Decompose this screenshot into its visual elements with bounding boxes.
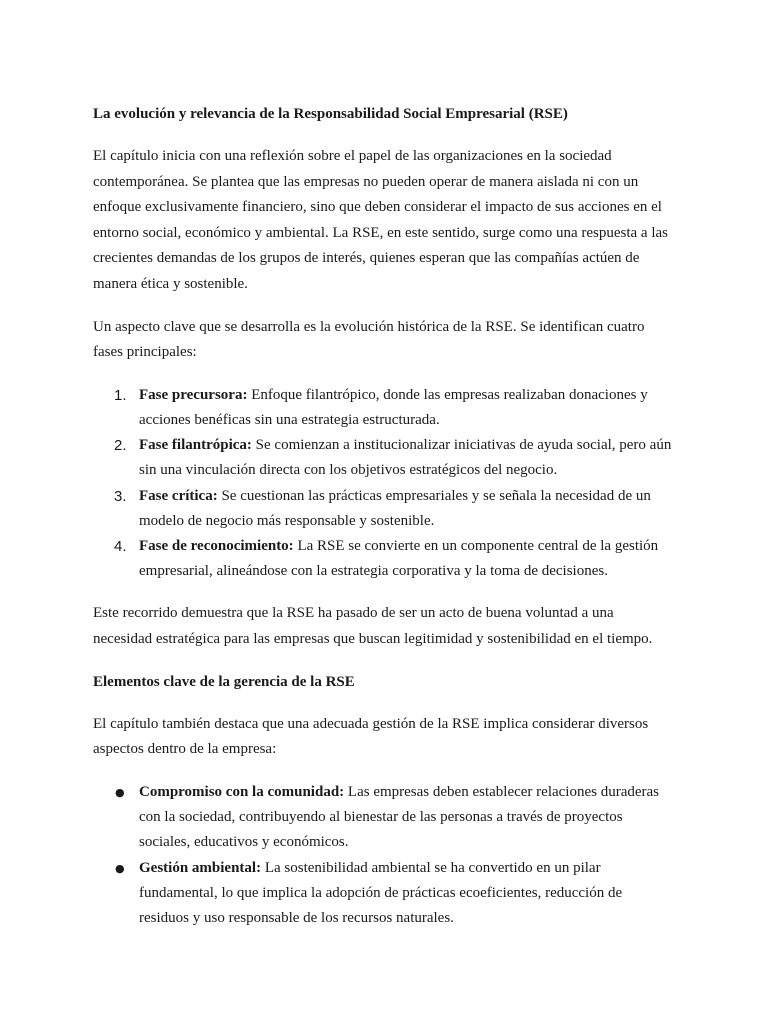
list-number: 3.: [114, 487, 127, 505]
element-text: La sostenibilidad ambiental se ha convertido en un pilar fundamental, lo que implica la adopción de prácticas ecoeficientes, reducción de residuos y uso responsable de los recursos naturales.: [139, 859, 623, 927]
phase-term: Fase filantrópica:: [139, 437, 252, 454]
element-term: Gestión ambiental:: [139, 859, 262, 876]
section-heading-elementos: Elementos clave de la gerencia de la RSE: [93, 673, 355, 690]
list-item: [93, 383, 673, 433]
phase-term: Fase precursora:: [139, 386, 248, 403]
section-heading-evolucion: La evolución y relevancia de la Responsabilidad Social Empresarial (RSE): [93, 106, 568, 122]
conclusion-paragraph: Este recorrido demuestra que la RSE ha pasado de ser un acto de buena voluntad a una necesidad estratégica para las empresas que buscan legitimidad y sostenibilidad en el tiempo.: [93, 605, 653, 647]
phase-term: Fase crítica:: [139, 487, 218, 504]
elements-list: [93, 780, 673, 932]
list-item: [93, 433, 673, 483]
element-text: Las empresas deben establecer relaciones duraderas con la sociedad, contribuyendo al bienestar de las personas a través de proyectos sociales, educativos y económicos.: [139, 783, 660, 851]
list-item: [93, 780, 673, 856]
phase-text: Se comienzan a institucionalizar iniciativas de ayuda social, pero aún sin una vinculación directa con los objetivos estratégicos del negocio.: [139, 437, 672, 479]
phase-text: Se cuestionan las prácticas empresariales y se señala la necesidad de un modelo de negocio más responsable y sostenible.: [139, 487, 651, 529]
element-term: Compromiso con la comunidad:: [139, 783, 345, 800]
bullet-icon: ●: [115, 785, 125, 799]
list-item: [93, 534, 673, 584]
elements-intro-paragraph: El capítulo también destaca que una adecuada gestión de la RSE implica considerar diversos aspectos dentro de la empresa:: [93, 715, 649, 758]
phases-intro-paragraph: Un aspecto clave que se desarrolla es la evolución histórica de la RSE. Se identifican cuatro fases principales:: [93, 318, 645, 361]
phases-list: [93, 383, 673, 585]
list-item: [93, 856, 673, 932]
intro-paragraph: El capítulo inicia con una reflexión sobre el papel de las organizaciones en la sociedad contemporánea. Se plantea que las empresas no pueden operar de manera aislada ni con un enfoque exclusivamente financiero, sino que deben considerar el impacto de sus acciones en el entorno social, económico y ambiental. La RSE, en este sentido, surge como una respuesta a las crecientes demandas de los grupos de interés, quienes esperan que las compañías actúen de manera ética y sostenible.: [93, 148, 668, 292]
list-number: 4.: [114, 537, 127, 555]
list-number: 1.: [114, 386, 127, 404]
phase-text: Enfoque filantrópico, donde las empresas realizaban donaciones y acciones benéficas sin una estrategia estructurada.: [139, 386, 648, 428]
document-page: [93, 102, 673, 932]
phase-text: La RSE se convierte en un componente central de la gestión empresarial, alineándose con la estrategia corporativa y la toma de decisiones.: [139, 537, 659, 580]
list-number: 2.: [114, 437, 127, 455]
bullet-icon: ●: [115, 861, 125, 875]
phase-term: Fase de reconocimiento:: [139, 537, 294, 554]
list-item: [93, 484, 673, 534]
